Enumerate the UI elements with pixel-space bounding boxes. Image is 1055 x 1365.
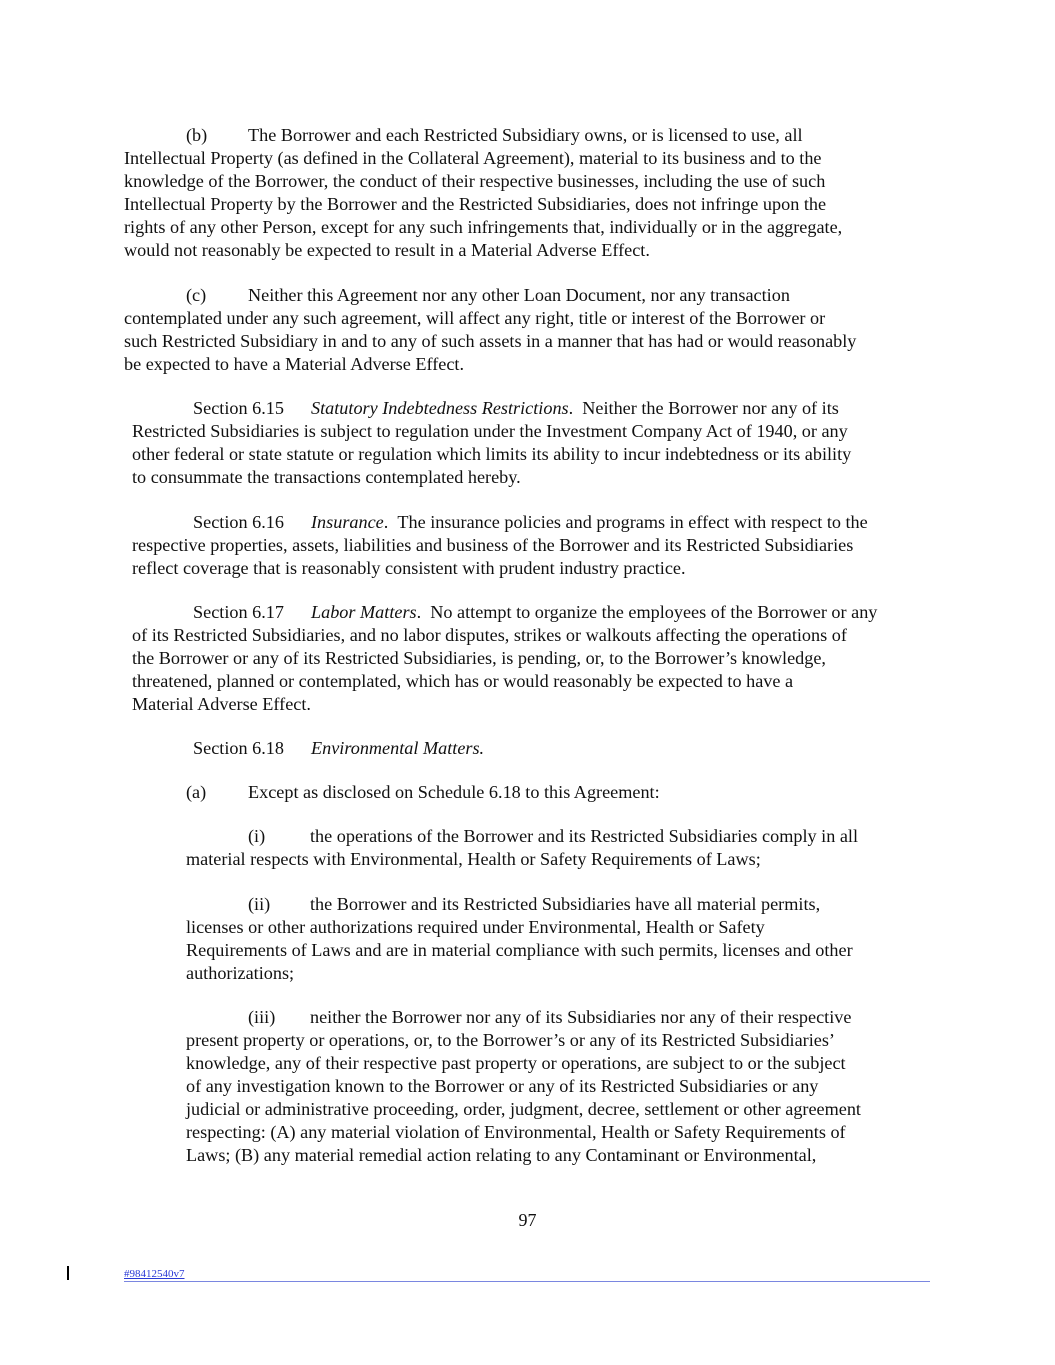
section-6-18-heading: Environmental Matters (311, 738, 480, 758)
paragraph-i-line-2: material respects with Environmental, Health or Safety Requirements of Laws; (186, 849, 761, 869)
section-6-16-line-2: respective properties, assets, liabilities and business of the Borrower and its Restricted Subsidiaries (132, 535, 854, 555)
section-6-15-number: Section 6.15 (193, 398, 284, 418)
paragraph-iii-line-4: of any investigation known to the Borrower or any of its Restricted Subsidiaries or any (186, 1076, 819, 1096)
paragraph-b-line-3: knowledge of the Borrower, the conduct of their respective businesses, including the use of such (124, 171, 826, 191)
section-6-16-number: Section 6.16 (193, 512, 284, 532)
section-6-15-line-1: Neither the Borrower nor any of its (582, 398, 839, 418)
section-6-18: Section 6.18 Environmental Matters. (193, 738, 485, 758)
paragraph-ii (186, 893, 946, 985)
paragraph-b-line-4: Intellectual Property by the Borrower and the Restricted Subsidiaries, does not infringe upon the (124, 194, 827, 214)
paragraph-a-label: (a) (186, 782, 207, 802)
paragraph-c-line-3: such Restricted Subsidiary in and to any of such assets in a manner that has had or would reasonably (124, 331, 857, 351)
section-6-17-line-5: Material Adverse Effect. (132, 694, 311, 714)
section-6-17-heading: Labor Matters (311, 602, 417, 622)
section-6-18-number: Section 6.18 (193, 738, 284, 758)
page-number: 97 (518, 1210, 537, 1230)
paragraph-iii-line-7: Laws; (B) any material remedial action relating to any Contaminant or Environmental, (186, 1145, 817, 1165)
section-6-16-line-1: The insurance policies and programs in effect with respect to the (397, 512, 868, 532)
paragraph-c-line-1: Neither this Agreement nor any other Loan Document, nor any transaction (248, 285, 790, 305)
change-bar (67, 1266, 69, 1280)
section-6-16: Section 6.16 Insurance. The insurance policies and programs in effect with respect to the respective properties, assets, liabilities and business of the Borrower and its Restricted Subsidiaries reflect coverage that is reasonably consistent with prudent industry practice. (132, 511, 944, 580)
paragraph-b-line-5: rights of any other Person, except for any such infringements that, individually or in the aggregate, (124, 217, 843, 237)
section-6-16-line-3: reflect coverage that is reasonably consistent with prudent industry practice. (132, 558, 686, 578)
paragraph-ii-line-4: authorizations; (186, 963, 295, 983)
paragraph-c-line-4: be expected to have a Material Adverse Effect. (124, 354, 465, 374)
paragraph-c-label: (c) (186, 285, 207, 305)
section-6-15-line-3: other federal or state statute or regulation which limits its ability to incur indebtedness or its ability (132, 444, 852, 464)
paragraph-ii-line-3: Requirements of Laws and are in material compliance with such permits, licenses and other (186, 940, 853, 960)
paragraph-a (124, 781, 944, 804)
section-6-15-line-2: Restricted Subsidiaries is subject to regulation under the Investment Company Act of 1940, or any (132, 421, 848, 441)
paragraph-i (186, 825, 946, 871)
footer-rule (124, 1281, 930, 1282)
paragraph-iii-line-2: present property or operations, or, to the Borrower’s or any of its Restricted Subsidiaries’ (186, 1030, 835, 1050)
section-6-17-number: Section 6.17 (193, 602, 284, 622)
paragraph-c-line-2: contemplated under any such agreement, will affect any right, title or interest of the Borrower or (124, 308, 826, 328)
paragraph-ii-line-1: the Borrower and its Restricted Subsidiaries have all material permits, (310, 894, 821, 914)
section-6-17-line-4: threatened, planned or contemplated, which has or would reasonably be expected to have a (132, 671, 794, 691)
paragraph-a-text: Except as disclosed on Schedule 6.18 to this Agreement: (248, 782, 660, 802)
paragraph-b (124, 124, 944, 262)
paragraph-b-label: (b) (186, 125, 208, 145)
document-reference: #98412540v7 (124, 1268, 185, 1280)
section-6-17-line-2: of its Restricted Subsidiaries, and no labor disputes, strikes or walkouts affecting the operations of (132, 625, 847, 645)
paragraph-iii-line-1: neither the Borrower nor any of its Subsidiaries nor any of their respective (310, 1007, 852, 1027)
paragraph-iii-line-3: knowledge, any of their respective past property or operations, are subject to or the subject (186, 1053, 846, 1073)
paragraph-b-line-2: Intellectual Property (as defined in the Collateral Agreement), material to its business and to the (124, 148, 822, 168)
paragraph-i-line-1: the operations of the Borrower and its Restricted Subsidiaries comply in all (310, 826, 859, 846)
paragraph-iii-line-5: judicial or administrative proceeding, order, judgment, decree, settlement or other agreement (186, 1099, 861, 1119)
section-6-17-line-3: the Borrower or any of its Restricted Subsidiaries, is pending, or, to the Borrower’s knowledge, (132, 648, 826, 668)
paragraph-iii (186, 1006, 946, 1167)
paragraph-c (124, 284, 944, 376)
section-6-15: Section 6.15 Statutory Indebtedness Restrictions. Neither the Borrower nor any of its Restricted Subsidiaries is subject to regulation under the Investment Company Act of 1940, or any other federal or state statute or regulation which limits its ability to incur indebtedness or its ability to consummate the transactions contemplated hereby. (132, 397, 944, 489)
paragraph-i-label: (i) (248, 826, 266, 846)
section-6-16-heading: Insurance (311, 512, 384, 532)
paragraph-iii-label: (iii) (248, 1007, 276, 1027)
section-6-15-heading: Statutory Indebtedness Restrictions (311, 398, 569, 418)
paragraph-ii-line-2: licenses or other authorizations required under Environmental, Health or Safety (186, 917, 765, 937)
section-6-15-line-4: to consummate the transactions contemplated hereby. (132, 467, 521, 487)
paragraph-iii-line-6: respecting: (A) any material violation of Environmental, Health or Safety Requirements of (186, 1122, 846, 1142)
section-6-17: Section 6.17 Labor Matters. No attempt to organize the employees of the Borrower or any of its Restricted Subsidiaries, and no labor disputes, strikes or walkouts affecting the operations of the Borrower or any of its Restricted Subsidiaries, is pending, or, to the Borrower’s knowledge, threatened, planned or contemplated, which has or would reasonably be expected to have a Material Adverse Effect. (132, 601, 944, 716)
paragraph-b-line-6: would not reasonably be expected to result in a Material Adverse Effect. (124, 240, 650, 260)
section-6-17-line-1: No attempt to organize the employees of the Borrower or any (430, 602, 878, 622)
paragraph-b-line-1: The Borrower and each Restricted Subsidiary owns, or is licensed to use, all (248, 125, 803, 145)
paragraph-ii-label: (ii) (248, 894, 271, 914)
